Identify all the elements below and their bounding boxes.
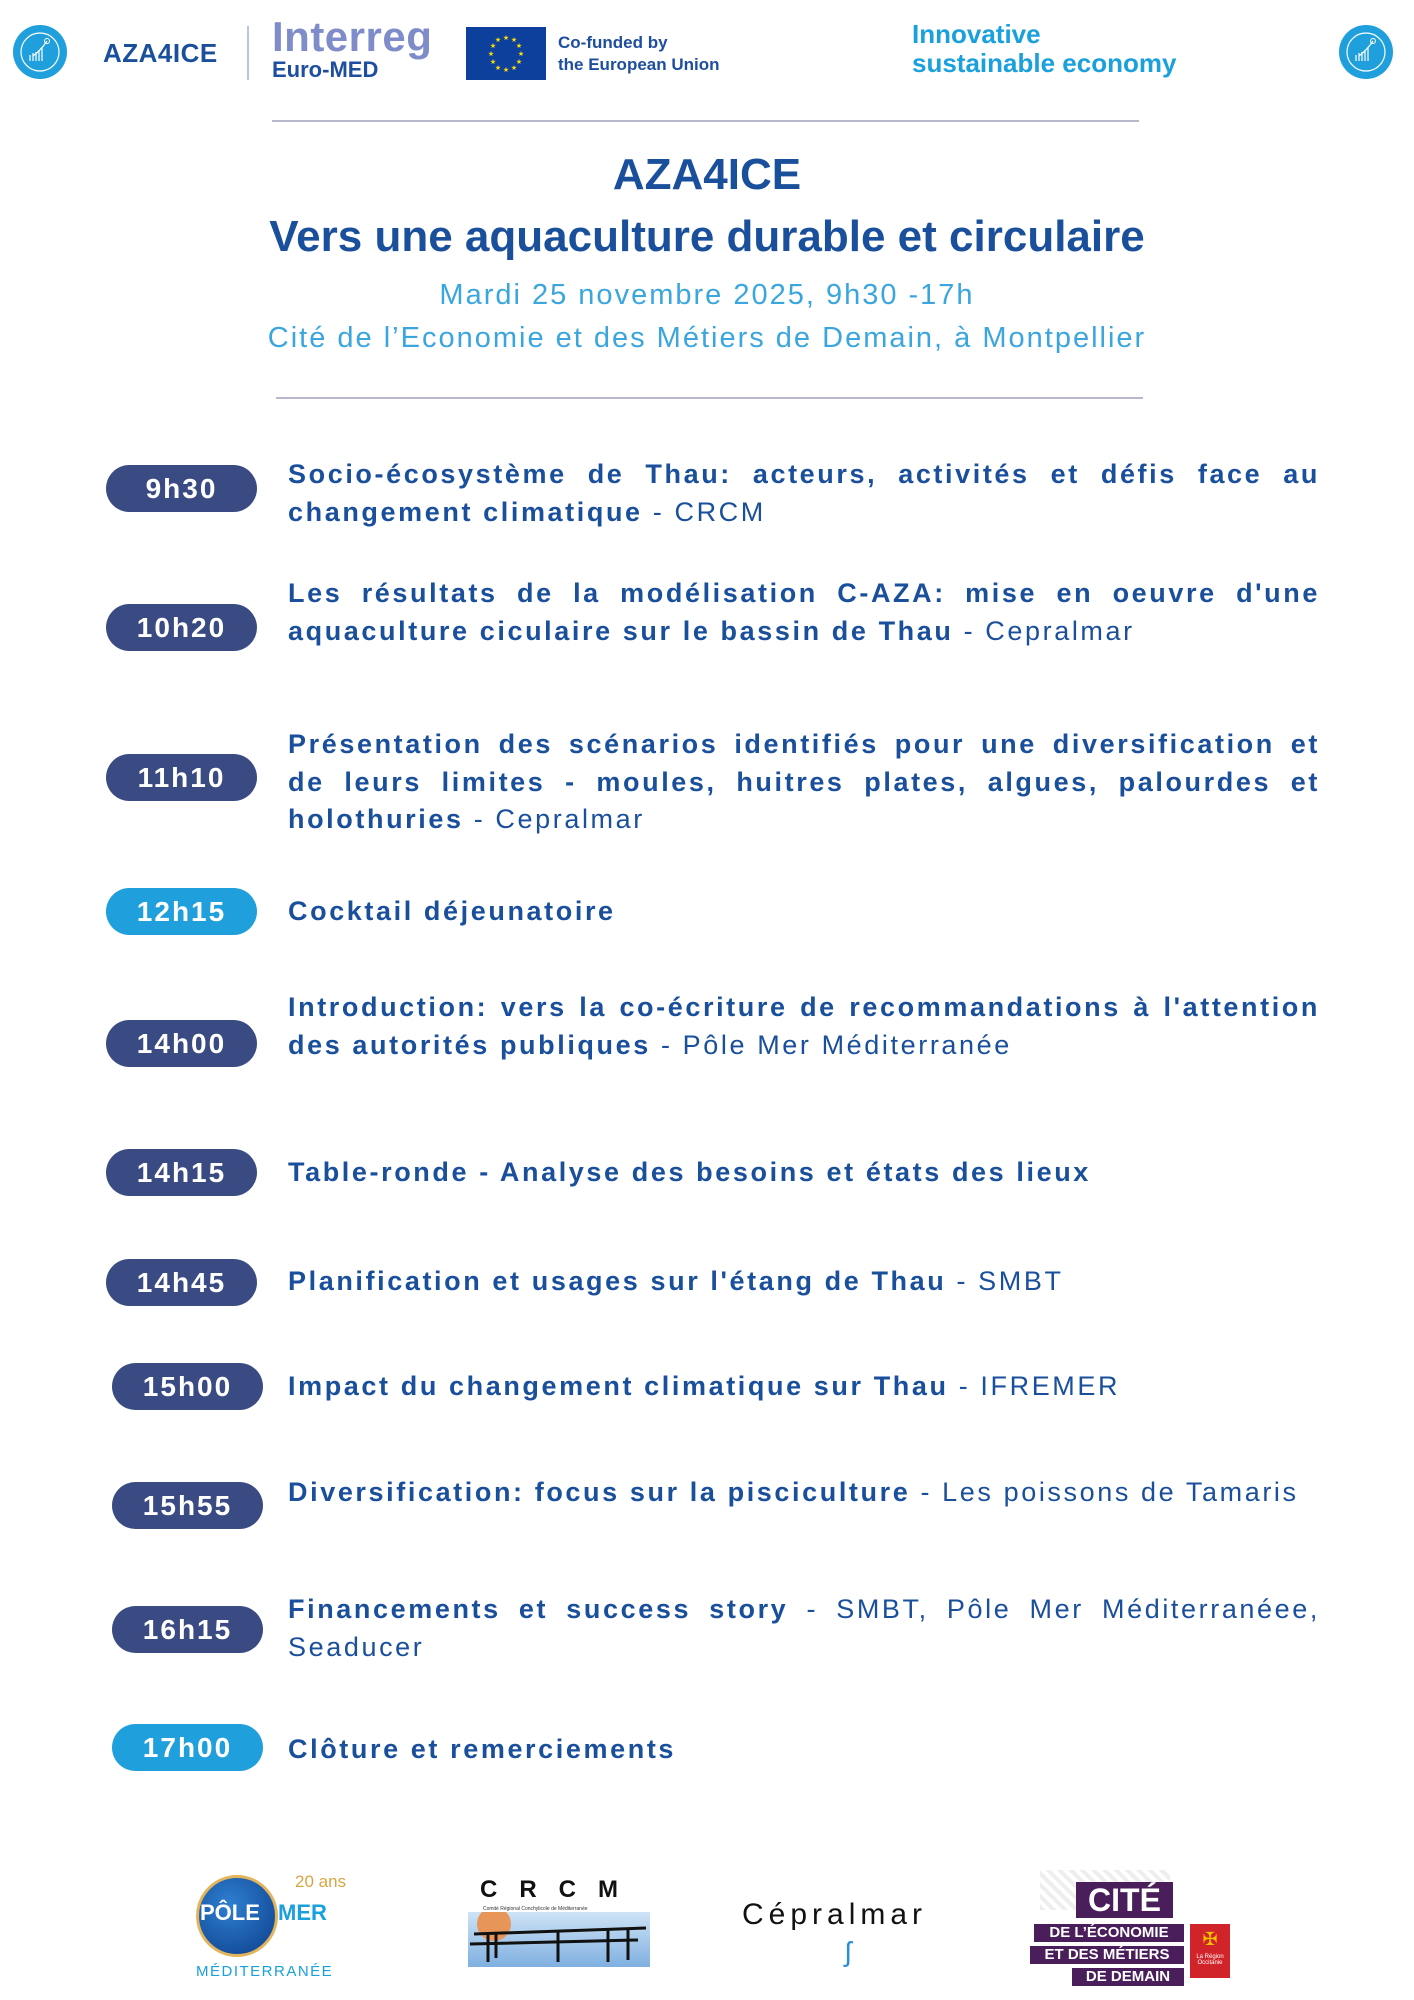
title-divider: [276, 397, 1143, 399]
agenda-item: [288, 989, 1320, 1064]
time-badge: 10h20: [106, 604, 257, 651]
agenda-item-title: Diversification: focus sur la pisciculture: [288, 1477, 911, 1507]
time-badge: 12h15: [106, 888, 257, 935]
time-badge: 17h00: [112, 1724, 263, 1771]
agenda-item: [288, 456, 1320, 531]
svg-text:★: ★: [494, 37, 502, 44]
pole-mer-logo-line2: MER: [278, 1900, 327, 1925]
cite-logo-line2: DE L’ÉCONOMIE: [1034, 1924, 1184, 1942]
svg-text:★: ★: [515, 59, 523, 66]
agenda-item: [288, 726, 1320, 839]
crcm-logo-acronym: CRCM: [480, 1876, 640, 1903]
crcm-logo-picture: [468, 1912, 650, 1967]
agenda-item-speaker: - Cepralmar: [953, 615, 1135, 646]
agenda-item-title: Clôture et remerciements: [288, 1734, 677, 1764]
svg-text:★: ★: [487, 51, 495, 58]
agenda-item-title: Table-ronde - Analyse des besoins et états des lieux: [288, 1157, 1091, 1187]
agenda-item-title: Impact du changement climatique sur Thau: [288, 1371, 949, 1401]
agenda-item: [288, 575, 1320, 650]
agenda-item-title: Socio-écosystème de Thau: acteurs, activités et défis face au changement climatique: [288, 459, 1320, 527]
eu-flag-icon: [466, 27, 546, 80]
cepralmar-wave-icon: ʃ: [845, 1936, 852, 1967]
pole-mer-logo-line1: PÔLE: [200, 1900, 260, 1925]
pole-mer-logo-region: MÉDITERRANÉE: [196, 1963, 334, 1980]
time-badge: 14h15: [106, 1149, 257, 1196]
time-badge: 16h15: [112, 1606, 263, 1653]
cite-logo-line3: ET DES MÉTIERS: [1030, 1946, 1184, 1964]
eu-cofunded-label: [558, 32, 720, 76]
occitanie-logo: [1190, 1924, 1230, 1978]
agenda-item-speaker: - SMBT, Pôle Mer Méditerranéee, Seaducer: [288, 1594, 1320, 1662]
crcm-logo-name: Comité Régional Conchylicole de Méditerranée: [483, 1906, 588, 1912]
cite-logo-line1: CITÉ: [1076, 1882, 1173, 1918]
time-badge: 15h55: [112, 1482, 263, 1529]
cepralmar-logo-text: Cépralmar: [742, 1898, 928, 1931]
agenda-item: [288, 1591, 1320, 1666]
time-badge: 9h30: [106, 465, 257, 512]
svg-text:★: ★: [517, 51, 525, 58]
event-date: Mardi 25 novembre 2025, 9h30 -17h: [439, 279, 975, 311]
priority-line1: Innovative: [912, 19, 1041, 49]
occitanie-cross-icon: ✠: [1202, 1929, 1218, 1949]
svg-text:★: ★: [494, 65, 502, 72]
time-badge: 14h00: [106, 1020, 257, 1067]
top-divider: [272, 120, 1139, 122]
agenda-item-title: Planification et usages sur l'étang de Thau: [288, 1266, 947, 1296]
occitanie-label: La Région Occitanie: [1196, 1954, 1224, 1966]
cite-logo-line4: DE DEMAIN: [1072, 1968, 1184, 1986]
time-badge: 15h00: [112, 1363, 263, 1410]
svg-text:★: ★: [515, 43, 523, 50]
agenda-item: [288, 1731, 1320, 1769]
agenda-item: [288, 1474, 1320, 1512]
interreg-program-text: Euro-MED: [272, 57, 379, 82]
aza4ice-logo-text: AZA4ICE: [103, 38, 218, 68]
aza4ice-logo-icon: [13, 25, 67, 79]
agenda-item: [288, 1154, 1320, 1192]
eu-cofunded-line1: Co-funded by: [558, 33, 668, 52]
header-divider: [247, 26, 249, 80]
svg-text:★: ★: [489, 43, 497, 50]
svg-text:★: ★: [510, 37, 518, 44]
agenda-item-speaker: - Les poissons de Tamaris: [910, 1477, 1299, 1507]
agenda-item: [288, 1263, 1320, 1301]
eu-cofunded-line2: the European Union: [558, 55, 720, 74]
interreg-logo-text: Interreg: [272, 13, 433, 60]
agenda-item-title: Introduction: vers la co-écriture de recommandations à l'attention des autorités publiques: [288, 992, 1320, 1060]
svg-text:★: ★: [489, 59, 497, 66]
agenda-item-speaker: - IFREMER: [948, 1371, 1121, 1401]
agenda-item-title: Les résultats de la modélisation C-AZA: mise en oeuvre d'une aquaculture ciculaire sur le bassin de Thau: [288, 578, 1320, 646]
event-project-title: AZA4ICE: [612, 150, 802, 199]
time-badge: 14h45: [106, 1259, 257, 1306]
agenda-item: [288, 893, 1320, 931]
agenda-item-speaker: - Cepralmar: [463, 804, 645, 834]
agenda-item-speaker: - CRCM: [642, 496, 766, 527]
time-badge: 11h10: [106, 754, 257, 801]
agenda-item-title: Cocktail déjeunatoire: [288, 896, 616, 926]
pole-mer-anniversary: 20 ans: [295, 1872, 347, 1891]
priority-label: [912, 20, 1176, 78]
svg-text:★: ★: [502, 35, 510, 42]
agenda-item: [288, 1368, 1320, 1406]
priority-line2: sustainable economy: [912, 48, 1177, 78]
agenda-item-speaker: - SMBT: [946, 1266, 1064, 1296]
agenda-item-title: Présentation des scénarios identifiés pour une diversification et de leurs limites - moules, huitres plates, algues, palourdes et holothuries: [288, 729, 1320, 834]
aza4ice-logo-right-icon: [1339, 25, 1393, 79]
event-location: Cité de l’Economie et des Métiers de Demain, à Montpellier: [267, 322, 1147, 354]
svg-text:★: ★: [502, 67, 510, 74]
agenda-item-speaker: - Pôle Mer Méditerranée: [650, 1029, 1012, 1060]
svg-text:★: ★: [510, 65, 518, 72]
event-subtitle: Vers une aquaculture durable et circulaire: [269, 212, 1145, 261]
agenda-item-title: Financements et success story: [288, 1594, 789, 1624]
